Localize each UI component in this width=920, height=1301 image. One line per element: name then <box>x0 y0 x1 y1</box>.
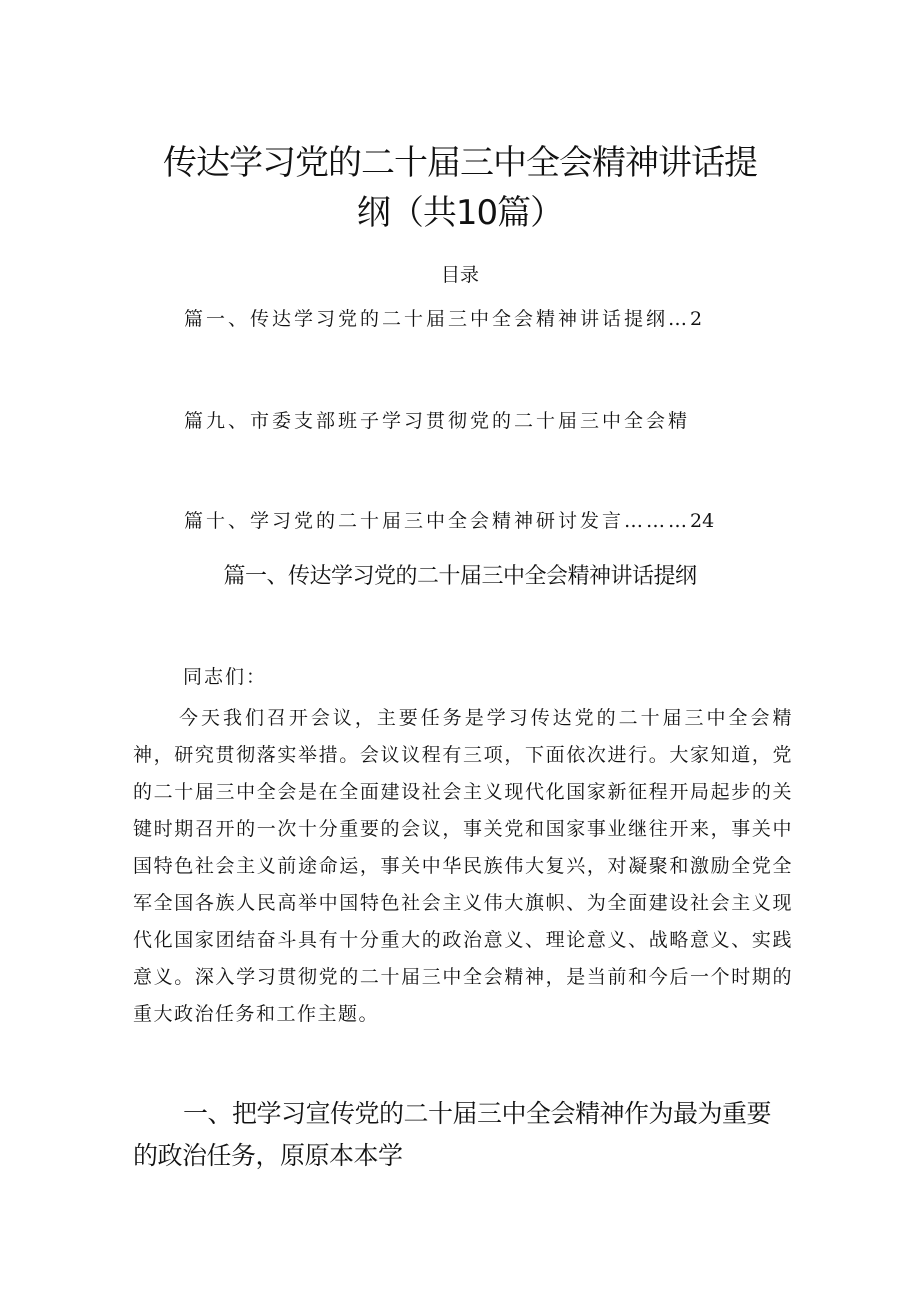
toc-item[interactable] <box>184 508 744 534</box>
document-title-line1: 传达学习党的二十届三中全会精神讲话提 <box>163 143 757 183</box>
section-subheading: 一、把学习宣传党的二十届三中全会精神作为最为重要的政治任务，原原本本学 <box>133 1099 772 1170</box>
toc-item[interactable] <box>184 306 744 332</box>
section-title: 篇一、传达学习党的二十届三中全会精神讲话提纲 <box>223 564 697 589</box>
toc-item-label: 篇十、学习党的二十届三中全会精神研讨发言……… <box>184 510 691 532</box>
body-paragraph: 今天我们召开会议，主要任务是学习传达党的二十届三中全会精神，研究贯彻落实举措。会议议程有三项，下面依次进行。大家知道，党的二十届三中全会是在全面建设社会主义现代化国家新征程开局起步的关键时期召开的一次十分重要的会议，事关党和国家事业继往开来，事关中国特色社会主义前途命运，事关中华民族伟大复兴，对凝聚和激励全党全军全国各族人民高举中国特色社会主义伟大旗帜、为全面建设社会主义现代化国家团结奋斗具有十分重大的政治意义、理论意义、战略意义、实践意义。深入学习贯彻党的二十届三中全会精神，是当前和今后一个时期的重大政治任务和工作主题。 <box>133 707 793 1025</box>
toc-item[interactable] <box>184 408 744 434</box>
toc-item-label: 篇九、市委支部班子学习贯彻党的二十届三中全会精 <box>184 410 691 432</box>
salutation: 同志们： <box>183 666 268 688</box>
toc-heading: 目录 <box>440 264 479 286</box>
toc-item-page: 2 <box>690 308 703 330</box>
document-title <box>120 138 800 238</box>
document-title-line2: 纲（共10篇） <box>356 193 564 233</box>
toc-item-label: 篇一、传达学习党的二十届三中全会精神讲话提纲… <box>184 308 691 330</box>
toc-item-page: 24 <box>690 510 715 532</box>
